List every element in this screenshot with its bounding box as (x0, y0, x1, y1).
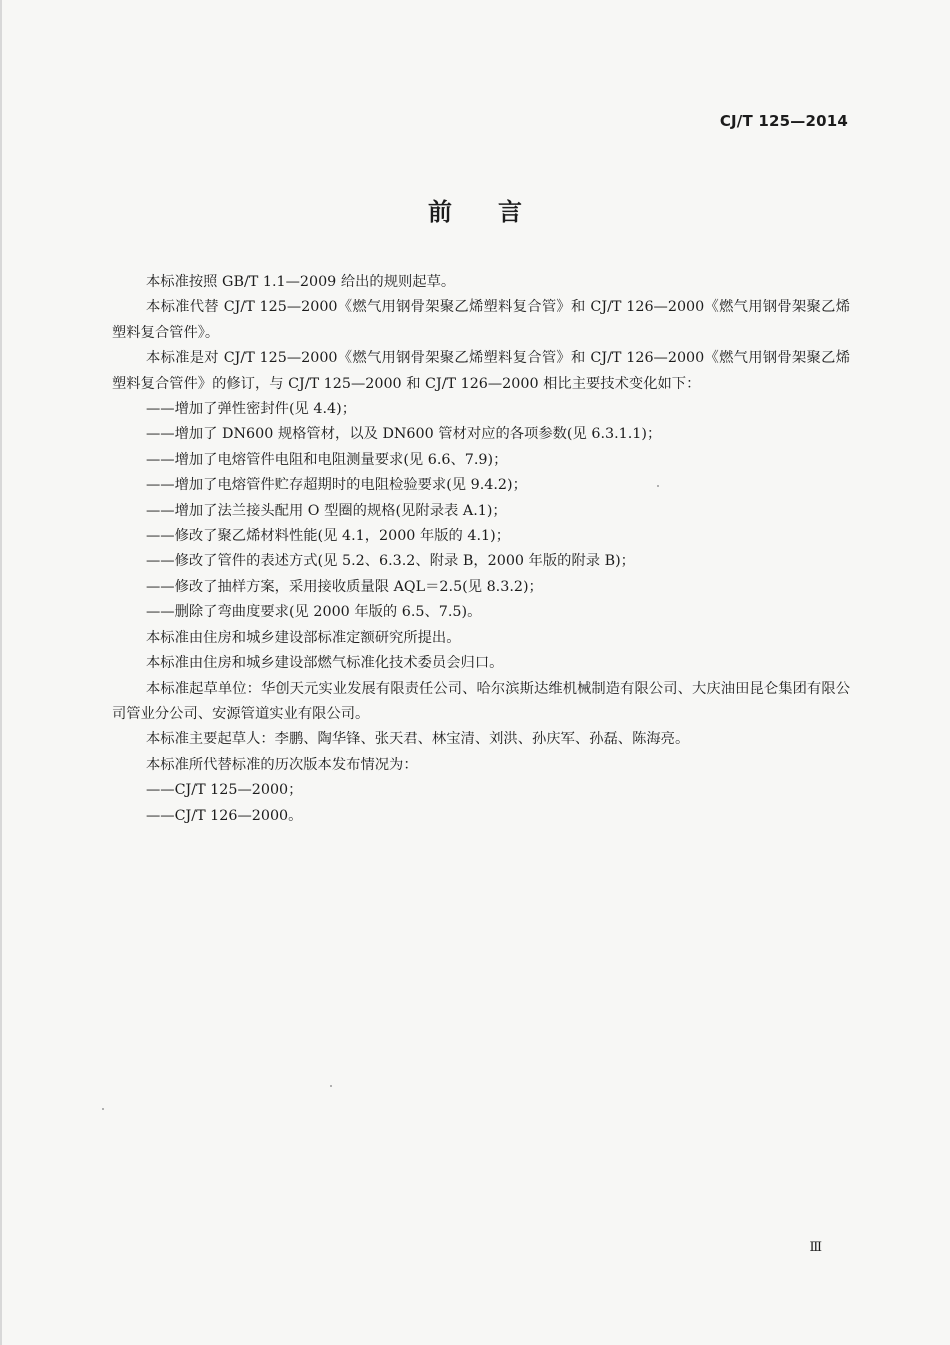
paragraph: 本标准主要起草人：李鹏、陶华锋、张天君、林宝清、刘洪、孙庆军、孙磊、陈海亮。 (146, 731, 690, 748)
paragraph: 本标准代替 CJ/T 125—2000《燃气用钢骨架聚乙烯塑料复合管》和 CJ/T 126—2000《燃气用钢骨架聚乙烯塑料复合管件》。 (112, 299, 850, 341)
paragraph: 本标准由住房和城乡建设部标准定额研究所提出。 (146, 629, 461, 646)
list-item: ——增加了电熔管件电阻和电阻测量要求(见 6.6、7.9)； (146, 451, 508, 468)
list-item: ——增加了电熔管件贮存超期时的电阻检验要求(见 9.4.2)； (146, 477, 527, 494)
list-item: ——修改了抽样方案，采用接收质量限 AQL＝2.5(见 8.3.2)； (146, 578, 543, 595)
paragraph: 本标准所代替标准的历次版本发布情况为： (146, 756, 418, 773)
scan-speck (657, 485, 659, 487)
scan-speck (102, 1108, 104, 1110)
scan-speck (330, 1085, 332, 1087)
list-item: ——增加了弹性密封件(见 4.4)； (146, 401, 356, 418)
list-item: ——CJ/T 126—2000。 (146, 807, 303, 824)
preface-body (112, 270, 850, 829)
paragraph: 本标准是对 CJ/T 125—2000《燃气用钢骨架聚乙烯塑料复合管》和 CJ/T 126—2000《燃气用钢骨架聚乙烯塑料复合管件》的修订，与 CJ/T 125—2000 和 CJ/T 126—2000 相比主要技术变化如下： (112, 350, 850, 392)
list-item: ——CJ/T 125—2000； (146, 782, 303, 799)
list-item: ——修改了聚乙烯材料性能(见 4.1，2000 年版的 4.1)； (146, 528, 510, 545)
list-item: ——增加了 DN600 规格管材，以及 DN600 管材对应的各项参数(见 6.3.1.1)； (146, 426, 662, 443)
page-number: Ⅲ (809, 1240, 822, 1255)
paragraph: 本标准按照 GB/T 1.1—2009 给出的规则起草。 (146, 274, 456, 290)
list-item: ——删除了弯曲度要求(见 2000 年版的 6.5、7.5)。 (146, 604, 482, 621)
standard-code: CJ/T 125—2014 (719, 112, 848, 130)
list-item: ——增加了法兰接头配用 O 型圈的规格(见附录表 A.1)； (146, 502, 507, 519)
paragraph: 本标准起草单位：华创天元实业发展有限责任公司、哈尔滨斯达维机械制造有限公司、大庆油田昆仑集团有限公司管业分公司、安源管道实业有限公司。 (112, 680, 850, 722)
list-item: ——修改了管件的表述方式(见 5.2、6.3.2、附录 B，2000 年版的附录 B)； (146, 553, 635, 570)
page-title: 前言 (428, 198, 568, 226)
paragraph: 本标准由住房和城乡建设部燃气标准化技术委员会归口。 (146, 655, 504, 672)
